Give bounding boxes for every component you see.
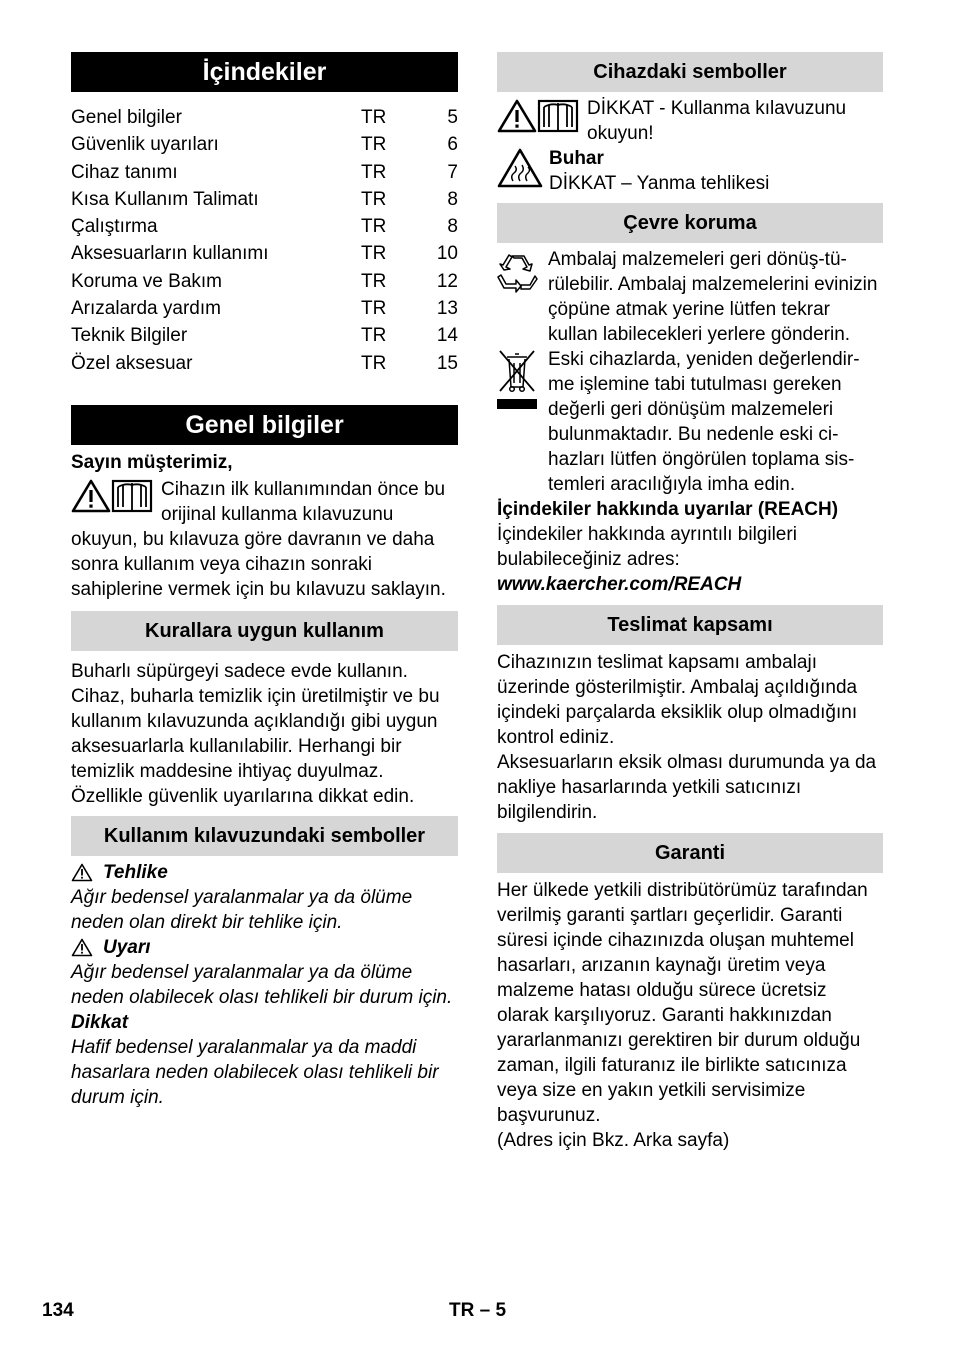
toc-lang: TR bbox=[361, 243, 387, 265]
toc-page: 10 bbox=[436, 243, 458, 265]
toc-row[interactable] bbox=[71, 268, 458, 295]
reach-url-link[interactable]: www.kaercher.com/REACH bbox=[497, 574, 742, 595]
general-info-title: Genel bilgiler bbox=[71, 405, 458, 445]
warning-label: Uyarı bbox=[103, 936, 151, 958]
toc-lang: TR bbox=[361, 188, 387, 210]
intro-text-1: Cihazın ilk kullanımından önce bu orijinal kullanma kılavuzunu bbox=[161, 478, 446, 525]
danger-label: Tehlike bbox=[103, 861, 168, 883]
toc-row[interactable] bbox=[71, 186, 458, 213]
recycle-icon bbox=[497, 253, 548, 295]
toc-title: İçindekiler bbox=[71, 52, 458, 92]
page-code: TR – 5 bbox=[449, 1300, 507, 1321]
manual-book-icon bbox=[537, 99, 579, 133]
page-number: 134 bbox=[42, 1300, 74, 1321]
environment-title: Çevre koruma bbox=[497, 203, 883, 243]
warranty-text: Her ülkede yetkili distribütörümüz tarafından verilmiş garanti şartları geçerlidir. Garanti süresi içinde cihazınızda oluşan muhtemel hasarları, arızanın kaynağı üretim veya malzeme hatası olduğu sürece ücretsiz olarak karşılıyoruz. Garanti hakkınızdan yararlanmanızı gerektiren bir durum olduğu zaman, ilgili faturanız ile birlikte satıcınıza veya size en yakın yetkili servisimize başvurunuz. bbox=[497, 880, 868, 1126]
toc-page: 12 bbox=[436, 270, 458, 292]
toc-row[interactable] bbox=[71, 240, 458, 267]
recycle-row bbox=[497, 247, 883, 347]
toc-lang: TR bbox=[361, 216, 387, 238]
toc-label: Arızalarda yardım bbox=[71, 298, 221, 320]
toc-page: 15 bbox=[436, 352, 458, 374]
toc-row[interactable] bbox=[71, 213, 458, 240]
toc-row[interactable] bbox=[71, 159, 458, 186]
manual-book-icon bbox=[111, 479, 153, 513]
disposal-icons bbox=[497, 349, 548, 409]
danger-text: Ağır bedensel yaralanmalar ya da ölüme neden olan direkt bir tehlike için. bbox=[71, 886, 413, 933]
toc-label: Güvenlik uyarıları bbox=[71, 134, 219, 156]
toc-label: Kısa Kullanım Talimatı bbox=[71, 188, 259, 210]
right-column bbox=[497, 52, 883, 1153]
table-of-contents bbox=[71, 104, 458, 377]
toc-lang: TR bbox=[361, 298, 387, 320]
device-symbols-title: Cihazdaki semboller bbox=[497, 52, 883, 92]
disposal-row bbox=[497, 347, 883, 497]
crossed-bin-icon bbox=[497, 349, 548, 393]
device-manual-symbol-row bbox=[497, 96, 883, 146]
left-column bbox=[71, 52, 458, 1110]
reach-text: İçindekiler hakkında ayrıntılı bilgileri bulabileceğiniz adres: bbox=[497, 524, 797, 570]
warranty-title: Garanti bbox=[497, 833, 883, 873]
steam-label: Buhar bbox=[549, 148, 604, 169]
toc-row[interactable] bbox=[71, 104, 458, 131]
toc-row[interactable] bbox=[71, 295, 458, 322]
toc-lang: TR bbox=[361, 270, 387, 292]
steam-symbol-row bbox=[497, 146, 883, 196]
warning-triangle-icon bbox=[497, 99, 537, 133]
intro-block bbox=[71, 477, 458, 527]
warning-text: Ağır bedensel yaralanmalar ya da ölüme neden olabilecek olası tehlikeli bir durum için. bbox=[71, 961, 453, 1008]
device-manual-text: DİKKAT - Kullanma kılavuzunu okuyun! bbox=[587, 98, 847, 144]
toc-label: Özel aksesuar bbox=[71, 352, 193, 374]
toc-page: 5 bbox=[447, 107, 458, 128]
toc-row[interactable] bbox=[71, 350, 458, 377]
warranty-address-note: (Adres için Bkz. Arka sayfa) bbox=[497, 1130, 730, 1151]
greeting: Sayın müşterimiz, bbox=[71, 451, 233, 473]
recycle-text: Ambalaj malzemeleri geri dönüş-tü-rülebilir. Ambalaj malzemelerini evinizin çöpüne atmak yerine lütfen tekrar kullan labilecekleri yerlere gönderin. bbox=[548, 249, 878, 345]
toc-row[interactable] bbox=[71, 131, 458, 158]
toc-label: Teknik Bilgiler bbox=[71, 325, 188, 347]
toc-label: Cihaz tanımı bbox=[71, 161, 178, 183]
reach-title: İçindekiler hakkında uyarılar (REACH) bbox=[497, 499, 839, 520]
toc-page: 8 bbox=[447, 188, 458, 210]
delivery-title: Teslimat kapsamı bbox=[497, 605, 883, 645]
toc-page: 7 bbox=[447, 161, 458, 183]
toc-page: 8 bbox=[447, 216, 458, 238]
toc-page: 14 bbox=[436, 325, 458, 347]
warning-triangle-icon bbox=[71, 938, 93, 957]
toc-label: Genel bilgiler bbox=[71, 107, 182, 128]
device-manual-icons bbox=[497, 99, 579, 133]
toc-lang: TR bbox=[361, 352, 387, 374]
proper-use-title: Kurallara uygun kullanım bbox=[71, 611, 458, 651]
toc-lang: TR bbox=[361, 161, 387, 183]
weee-bar-icon bbox=[497, 399, 548, 409]
steam-text: DİKKAT – Yanma tehlikesi bbox=[549, 173, 770, 194]
toc-page: 13 bbox=[436, 298, 458, 320]
hot-steam-warning-icon bbox=[497, 148, 543, 188]
intro-text-2: okuyun, bu kılavuza göre davranın ve daha sonra kullanım veya cihazın sonraki sahiplerine vermek için bu kılavuzu saklayın. bbox=[71, 528, 446, 600]
warning-triangle-icon bbox=[71, 863, 93, 882]
intro-icons bbox=[71, 479, 153, 513]
toc-row[interactable] bbox=[71, 322, 458, 349]
toc-lang: TR bbox=[361, 107, 387, 128]
disposal-text: Eski cihazlarda, yeniden değerlendir-me işlemine tabi tutulması gereken değerli geri dönüşüm malzemeleri bulunmaktadır. Bu nedenle eski ci-hazları lütfen öngörülen toplama sis-temleri aracılığıyla imha edin. bbox=[548, 349, 860, 495]
caution-text: Hafif bedensel yaralanmalar ya da maddi hasarlara neden olabilecek olası tehlikeli bir durum için. bbox=[71, 1036, 439, 1108]
warning-heading bbox=[71, 935, 458, 960]
toc-lang: TR bbox=[361, 325, 387, 347]
danger-heading bbox=[71, 860, 458, 885]
delivery-text-1: Cihazınızın teslimat kapsamı ambalajı üzerinde gösterilmiştir. Ambalaj açıldığında içindeki parçalarda eksiklik olup olmadığını kontrol ediniz. bbox=[497, 652, 858, 748]
manual-symbols-title: Kullanım kılavuzundaki semboller bbox=[71, 816, 458, 856]
caution-label: Dikkat bbox=[71, 1011, 129, 1033]
delivery-text-2: Aksesuarların eksik olması durumunda ya da nakliye hasarlarında yetkili satıcınızı bilgilendirin. bbox=[497, 752, 877, 823]
toc-page: 6 bbox=[447, 134, 458, 156]
toc-label: Aksesuarların kullanımı bbox=[71, 243, 269, 265]
steam-text-block bbox=[549, 146, 769, 196]
toc-lang: TR bbox=[361, 134, 387, 156]
proper-use-text: Buharlı süpürgeyi sadece evde kullanın. Cihaz, buharla temizlik için üretilmiştir ve bu kullanım kılavuzunda açıklandığı gibi uygun aksesuarlarla kullanılabilir. Herhangi bir temizlik maddesine ihtiyaç duyulmaz. Özellikle güvenlik uyarılarına dikkat edin. bbox=[71, 660, 440, 807]
warning-triangle-icon bbox=[71, 479, 111, 513]
toc-label: Koruma ve Bakım bbox=[71, 270, 222, 292]
toc-label: Çalıştırma bbox=[71, 216, 158, 238]
